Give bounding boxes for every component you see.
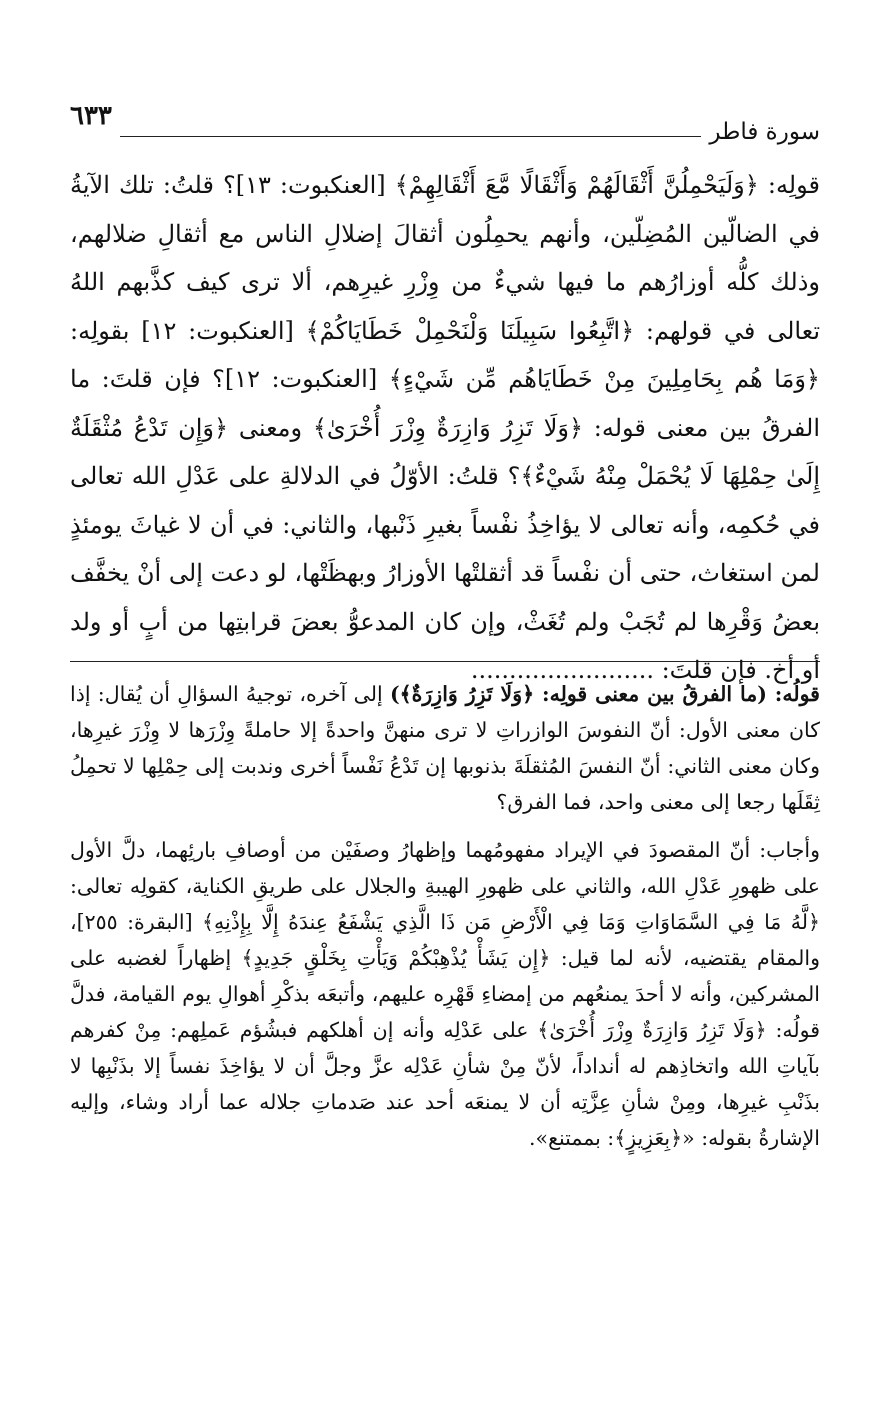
book-page bbox=[70, 95, 820, 1156]
commentary-block bbox=[70, 676, 820, 1156]
page-header bbox=[70, 95, 820, 145]
header-rule bbox=[120, 136, 701, 137]
surah-title: سورة فاطر bbox=[709, 119, 820, 145]
main-paragraph: قولِه: ﴿وَلَيَحْمِلُنَّ أَثْقَالَهُمْ وَأَثْقَالًا مَّعَ أَثْقَالِهِمْ﴾ [العنكبوت: ١٣]؟ قلتُ: تلك الآيةُ في الضالّين المُضِلّين، وأنهم يحمِلُون أثقالَ إضلالِ الناس مع أثقالِ ضلالهم، وذلك كلُّه أوزارُهم ما فيها شيءٌ من وِزْرِ غيرِهم، ألا ترى كيف كذَّبهم اللهُ تعالى في قولهم: ﴿اتَّبِعُوا سَبِيلَنَا وَلْنَحْمِلْ خَطَايَاكُمْ﴾ [العنكبوت: ١٢] بقولِه: ﴿وَمَا هُم بِحَامِلِينَ مِنْ خَطَايَاهُم مِّن شَيْءٍ﴾ [العنكبوت: ١٢]؟ فإن قلتَ: ما الفرقُ بين معنى قوله: ﴿وَلَا تَزِرُ وَازِرَةٌ وِزْرَ أُخْرَىٰ﴾ ومعنى ﴿وَإِن تَدْعُ مُثْقَلَةٌ إِلَىٰ حِمْلِهَا لَا يُحْمَلْ مِنْهُ شَيْءٌ﴾؟ قلتُ: الأوّلُ في الدلالةِ على عَدْلِ الله تعالى في حُكمِه، وأنه تعالى لا يؤاخِذُ نفْساً بغيرِ ذَنْبها، والثاني: في أن لا غياثَ يومئذٍ لمن استغاث، حتى أن نفْساً قد أثقلتْها الأوزارُ وبهظَتْها، لو دعت إلى أنْ يخفَّف بعضُ وَقْرِها لم تُجَبْ ولم تُغَثْ، وإن كان المدعوُّ بعضَ قرابتِها من أبٍ أو ولد أو أخ. فإن قلتَ: ........................ bbox=[70, 171, 821, 684]
commentary-paragraph-1 bbox=[70, 676, 820, 820]
main-text-block bbox=[70, 161, 821, 684]
page-number: ٦٣٣ bbox=[70, 101, 112, 131]
commentary-paragraph-2: وأجاب: أنّ المقصودَ في الإيراد مفهومُهما وإظهارُ وصفَيْن من أوصافِ بارئِهما، دلَّ الأول على ظهورِ عَدْلِ الله، والثاني على ظهورِ الهيبةِ والجلال على طريقِ الكناية، كقولِه تعالى: ﴿لَّهُ مَا فِي السَّمَاوَاتِ وَمَا فِي الْأَرْضِ مَن ذَا الَّذِي يَشْفَعُ عِندَهُ إِلَّا بِإِذْنِهِ﴾ [البقرة: ٢٥٥]، والمقام يقتضيه، لأنه لما قيل: ﴿إِن يَشَأْ يُذْهِبْكُمْ وَيَأْتِ بِخَلْقٍ جَدِيدٍ﴾ إظهاراً لغضبه على المشركين، وأنه لا أحدَ يمنعُهم من إمضاءِ قَهْرِه عليهم، وأتبعَه بذكْرِ أهوالِ يوم القيامة، فدلَّ قولُه: ﴿وَلَا تَزِرُ وَازِرَةٌ وِزْرَ أُخْرَىٰ﴾ على عَدْلِه وأنه إن أهلكهم فبشُؤم عَملِهم: مِنْ كفرهم بآياتِ الله واتخاذِهم له أنداداً، لأنّ مِنْ شأنِ عَدْلِه عزَّ وجلَّ أن لا يؤاخِذَ نفساً إلا بذَنْبِها لا بذَنْبِ غيرِها، ومِنْ شأنِ عِزَّتِه أن لا يمنعَه أحد عند صَدماتِ جلاله عما أراد وشاء، وإليه الإشارةُ بقوله: «﴿بِعَزِيزٍ﴾: بممتنع». bbox=[70, 838, 820, 1150]
commentary-lemma: قولُه: (ما الفرقُ بين معنى قولِه: ﴿وَلَا تَزِرُ وَازِرَةٌ﴾) bbox=[389, 682, 820, 706]
commentary-text-1: إلى آخره، توجيهُ السؤالِ أن يُقال: إذا كان معنى الأول: أنّ النفوسَ الوازراتِ لا ترى منهنَّ واحدةً إلا حاملةً وِزْرَها لا وِزْرَ غيرِها، وكان معنى الثاني: أنّ النفسَ المُثقلَةَ بذنوبها إن تَدْعُ نَفْساً أخرى وندبت إلى حِمْلِها لا تحمِلُ ثِقَلَها رجعا إلى معنى واحد، فما الفرق؟ bbox=[70, 682, 820, 814]
